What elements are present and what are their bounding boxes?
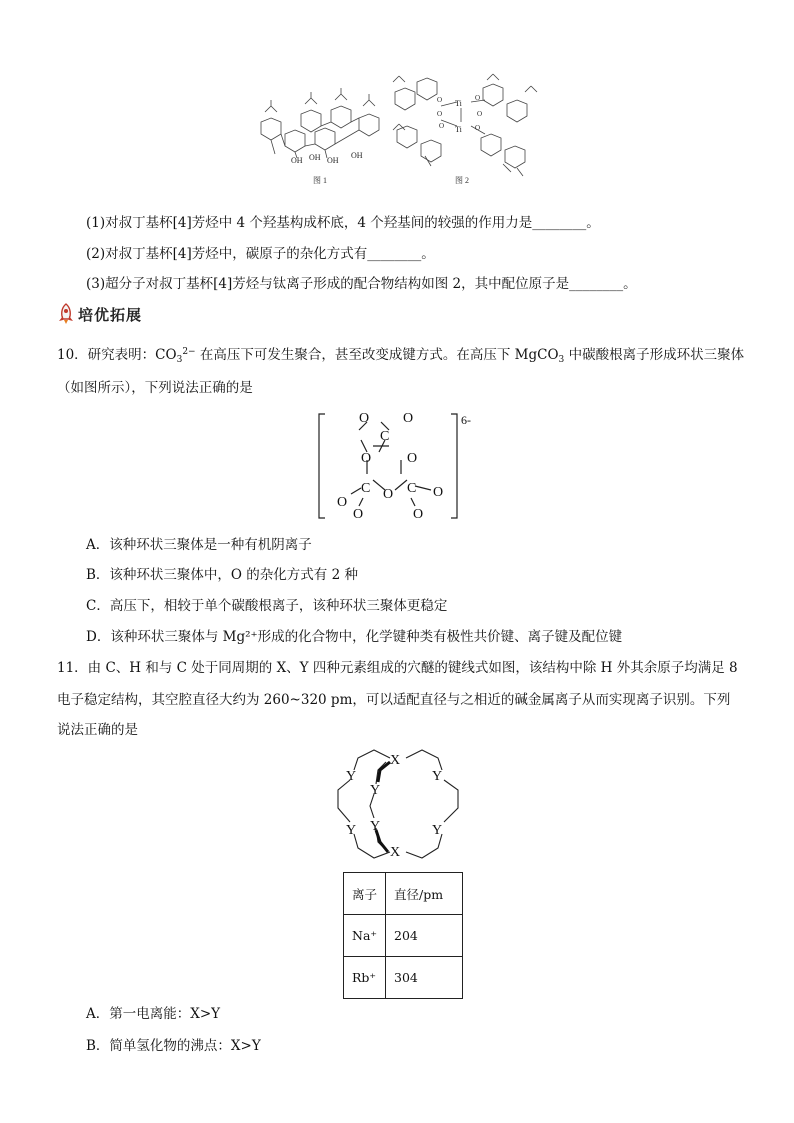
atom-y: Y [432, 823, 443, 838]
figure-2-structure [393, 74, 537, 176]
fig1-oh-label: OH [351, 151, 363, 160]
table-row [344, 915, 463, 957]
atom-y: Y [346, 769, 357, 784]
atom-o: O [433, 485, 444, 500]
atom-c: C [361, 481, 371, 496]
atom-y: Y [346, 823, 357, 838]
atom-o: O [353, 507, 364, 522]
q10-sub: 3 [558, 355, 565, 365]
q10-stem-part: 中碳酸根离子形成环状三聚体 [564, 347, 745, 363]
q9-part-3: (3)超分子对叔丁基杯[4]芳烃与钛离子形成的配合物结构如图 2，其中配位原子是________。 [86, 276, 637, 292]
table-header-cell: 离子 [344, 873, 386, 915]
fig1-oh-label: OH [291, 156, 303, 165]
table-header-cell: 直径/pm [386, 873, 463, 915]
figure-1-structure [261, 88, 379, 158]
fig2-o-label: O [475, 124, 481, 132]
atom-c: C [407, 481, 417, 496]
atom-o: O [383, 487, 394, 502]
q11-stem-line1: 11．由 C、H 和与 C 处于同周期的 X、Y 四种元素组成的穴醚的键线式如图，该结构中除 H 外其余原子均满足 8 [57, 660, 738, 676]
q10-option-d: D．该种环状三聚体与 Mg²⁺形成的化合物中，化学键种类有极性共价键、离子键及配位键 [86, 629, 623, 645]
ion-diameter-table [343, 872, 463, 999]
fig2-ti-label: Ti [455, 125, 462, 134]
q11-stem-line2: 电子稳定结构，其空腔直径大约为 260~320 pm，可以适配直径与之相近的碱金属离子从而实现离子识别。下列 [57, 692, 731, 708]
fig1-oh-label: OH [309, 153, 321, 162]
atom-o: O [337, 495, 348, 510]
atom-o: O [403, 411, 414, 426]
right-bracket [451, 414, 457, 518]
atom-y: Y [370, 783, 381, 798]
q10-option-c: C．高压下，相较于单个碳酸根离子，该种环状三聚体更稳定 [86, 598, 448, 614]
q10-sub: 3 [176, 355, 183, 365]
figure-1-caption: 图 1 [313, 176, 327, 185]
section-banner [57, 303, 142, 325]
table-cell: 204 [386, 915, 463, 957]
figure-2-caption: 图 2 [455, 176, 469, 185]
fig2-o-label: O [439, 122, 445, 130]
q11-stem-line3: 说法正确的是 [57, 722, 138, 738]
atom-x: X [390, 753, 401, 768]
q10-option-a: A．该种环状三聚体是一种有机阴离子 [86, 537, 312, 553]
q10-sup: 2− [182, 347, 196, 357]
atom-o: O [359, 411, 370, 426]
q10-stem-part: 10．研究表明：CO [57, 347, 177, 363]
q10-stem-line2: （如图所示），下列说法正确的是 [57, 380, 253, 396]
atom-o: O [413, 507, 424, 522]
atom-x: X [390, 845, 401, 860]
section-banner-title: 培优拓展 [78, 305, 143, 324]
fig2-ti-label: Ti [455, 99, 462, 108]
q9-part-2: (2)对叔丁基杯[4]芳烃中，碳原子的杂化方式有________。 [86, 246, 435, 262]
cryptand-structure [330, 748, 465, 866]
fig2-o-label: O [437, 110, 443, 118]
fig1-oh-label: OH [327, 156, 339, 165]
table-cell: Na⁺ [344, 915, 386, 957]
left-bracket [319, 414, 325, 518]
table-header-row [344, 873, 463, 915]
fig2-o-label: O [477, 110, 483, 118]
ion-charge: 6- [461, 413, 471, 427]
q9-part-1: (1)对叔丁基杯[4]芳烃中 4 个羟基构成杯底，4 个羟基间的较强的作用力是________。 [86, 215, 600, 231]
q11-option-b: B．简单氢化物的沸点：X>Y [86, 1038, 261, 1054]
q10-stem [57, 342, 744, 370]
fig2-o-label: O [475, 94, 481, 102]
rocket-icon [57, 303, 75, 325]
table-cell: 304 [386, 957, 463, 999]
fig2-o-label: O [437, 96, 443, 104]
atom-c: C [380, 429, 390, 444]
calixarene-figures [255, 70, 545, 190]
atom-o: O [361, 451, 372, 466]
table-cell: Rb⁺ [344, 957, 386, 999]
q11-option-a: A．第一电离能：X>Y [86, 1006, 221, 1022]
carbonate-trimer-structure [315, 400, 485, 525]
atom-y: Y [370, 819, 381, 834]
table-row [344, 957, 463, 999]
q10-stem-part: 在高压下可发生聚合，甚至改变成键方式。在高压下 MgCO [195, 347, 559, 363]
atom-o: O [407, 451, 418, 466]
atom-y: Y [432, 769, 443, 784]
q10-option-b: B．该种环状三聚体中，O 的杂化方式有 2 种 [86, 567, 358, 583]
